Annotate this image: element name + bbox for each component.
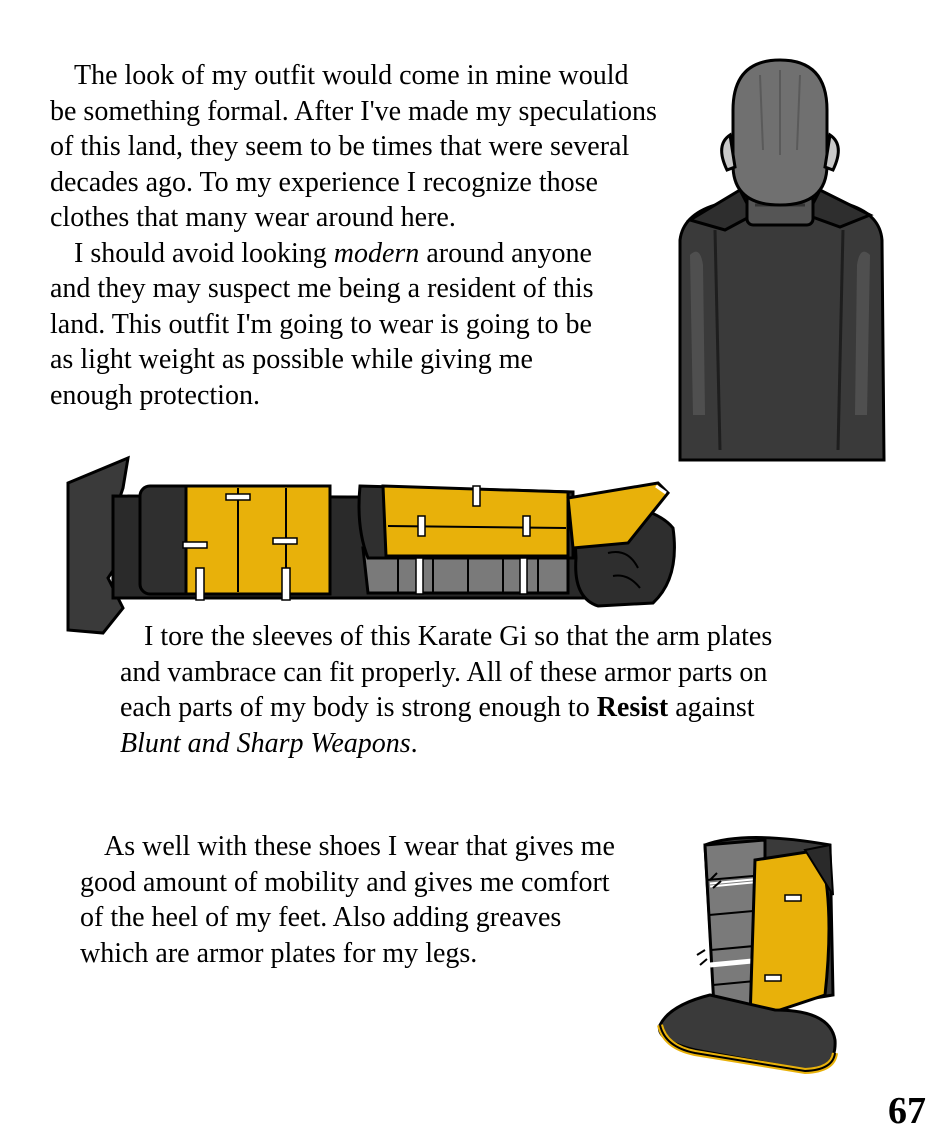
text-line: clothes that many wear around here. (50, 202, 456, 233)
paragraph-armor (120, 619, 880, 761)
figure-back-icon (675, 55, 885, 465)
armored-arm-icon (68, 458, 680, 638)
page-number: 67 (888, 1090, 926, 1132)
text-run: each parts of my body is strong enough to (120, 692, 597, 723)
text-line (120, 726, 880, 762)
armored-boot-icon (655, 825, 840, 1075)
text-line: be something formal. After I've made my speculations (50, 95, 657, 127)
text-run: I should avoid looking (74, 237, 334, 269)
text-line: as light weight as possible while giving me (50, 344, 533, 375)
text-line: and vambrace can fit properly. All of these armor parts on (120, 656, 768, 688)
text-line: decades ago. To my experience I recognize those (50, 166, 598, 198)
text-line: of this land, they seem to be times that were several (50, 131, 630, 162)
bold-resist: Resist (596, 692, 669, 723)
text-line (50, 236, 740, 272)
text-line: good amount of mobility and gives me comfort (80, 866, 610, 898)
paragraph-shoes (80, 829, 700, 971)
text-line: As well with these shoes I wear that gives me (104, 831, 615, 862)
text-line: which are armor plates for my legs. (80, 937, 478, 969)
text-run: . (410, 727, 418, 759)
text-line: of the heel of my feet. Also adding greaves (80, 902, 562, 933)
italic-weapons: Blunt and Sharp Weapons (120, 727, 411, 759)
text-line (120, 690, 880, 726)
paragraph-outfit (50, 58, 740, 413)
text-run: around anyone (419, 237, 592, 269)
text-line: The look of my outfit would come in mine would (74, 60, 629, 91)
text-line: I tore the sleeves of this Karate Gi so that the arm plates (144, 621, 773, 652)
text-run: against (668, 692, 755, 723)
text-line: enough protection. (50, 379, 260, 411)
text-line: land. This outfit I'm going to wear is going to be (50, 308, 592, 340)
emphasis-modern: modern (333, 237, 420, 269)
text-line: and they may suspect me being a resident of this (50, 273, 594, 304)
